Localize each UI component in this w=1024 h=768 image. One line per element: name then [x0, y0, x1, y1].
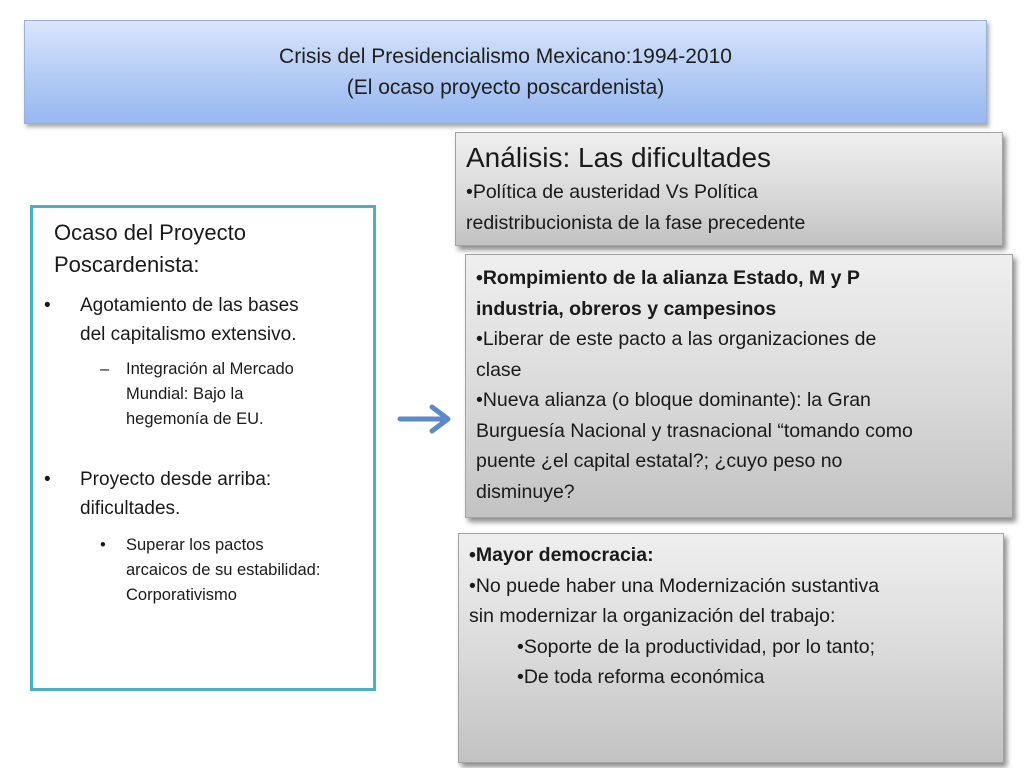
- bullet2-line-2: dificultades.: [80, 498, 181, 519]
- democracy-line-4: •Soporte de la productividad, por lo tanto;: [517, 635, 876, 658]
- bullet1-line-2: del capitalismo extensivo.: [80, 324, 297, 345]
- analysis-line-2: redistribucionista de la fase precedente: [466, 211, 806, 234]
- bullet-agotamiento: [44, 291, 299, 349]
- sub1-line-3: hegemonía de EU.: [126, 410, 264, 428]
- alliance-heading-line-2: industria, obreros y campesinos: [476, 297, 777, 320]
- right-arrow-icon: [396, 402, 456, 436]
- slide-title: [24, 20, 987, 124]
- sub-bullet-superar: [100, 533, 321, 608]
- democracy-box: [458, 533, 1004, 763]
- left-panel: [30, 205, 376, 691]
- bullet-marker: •: [100, 536, 106, 554]
- sub-bullet-integracion: [100, 357, 294, 432]
- sub1-line-2: Mundial: Bajo la: [126, 385, 244, 403]
- bullet1-line-1: Agotamiento de las bases: [80, 295, 299, 316]
- bullet-marker: •: [44, 469, 51, 490]
- democracy-line-5: •De toda reforma económica: [517, 666, 765, 688]
- democracy-line-3: sin modernizar la organización del trabajo:: [469, 605, 836, 627]
- democracy-line-2: •No puede haber una Modernización sustantiva: [469, 574, 880, 597]
- sub2-line-3: Corporativismo: [126, 586, 237, 604]
- analysis-line-1: •Política de austeridad Vs Política: [466, 181, 758, 203]
- alliance-line-6: Burguesía Nacional y trasnacional “tomando como: [476, 419, 913, 442]
- left-heading-line-2: Poscardenista:: [54, 252, 200, 277]
- alliance-line-7: puente ¿el capital estatal?; ¿cuyo peso no: [476, 450, 843, 472]
- alliance-line-5: •Nueva alianza (o bloque dominante): la Gran: [476, 389, 871, 411]
- bullet-proyecto: [44, 465, 272, 523]
- title-line-1: Crisis del Presidencialismo Mexicano:1994-2010: [279, 45, 732, 68]
- analysis-box: [455, 132, 1003, 246]
- democracy-heading: •Mayor democracia:: [469, 544, 654, 566]
- dash-marker: –: [100, 360, 110, 378]
- alliance-line-4: clase: [476, 358, 522, 381]
- bullet-marker: •: [44, 295, 51, 316]
- bullet2-line-1: Proyecto desde arriba:: [80, 469, 272, 490]
- sub2-line-1: Superar los pactos: [126, 536, 264, 554]
- left-heading-line-1: Ocaso del Proyecto: [54, 220, 246, 245]
- title-line-2: (El ocaso proyecto poscardenista): [346, 76, 665, 99]
- sub1-line-1: Integración al Mercado: [126, 360, 294, 378]
- alliance-line-3: •Liberar de este pacto a las organizaciones de: [476, 328, 877, 350]
- alliance-line-8: disminuye?: [476, 480, 575, 503]
- alliance-heading-line-1: •Rompimiento de la alianza Estado, M y P: [476, 267, 860, 289]
- analysis-heading: Análisis: Las dificultades: [466, 142, 772, 173]
- sub2-line-2: arcaicos de su estabilidad:: [126, 561, 321, 579]
- alliance-box: [465, 254, 1013, 518]
- left-panel-heading: [54, 217, 246, 281]
